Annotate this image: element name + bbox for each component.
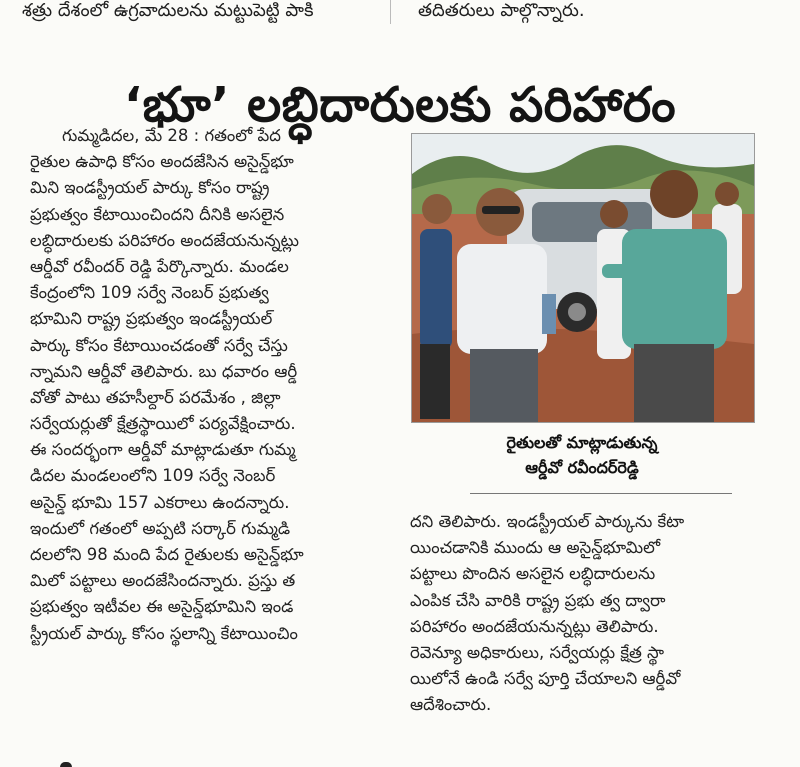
photo-caption [411, 430, 753, 480]
body-line: సర్వేయర్లుతో క్షేత్రస్థాయిలో పర్యవేక్షించారు. [30, 414, 296, 434]
article-body-right-column [410, 509, 760, 719]
body-line: మిలో పట్టాలు అందజేసిందన్నారు. ప్రస్తు త [30, 571, 296, 591]
body-line: ఈ సందర్భంగా ఆర్డీవో మాట్లాడుతూ గుమ్మ [30, 440, 296, 460]
previous-article-fragment-right: తదితరులు పాల్గొన్నారు. [418, 0, 585, 21]
body-line: ఆర్డీవో రవీందర్ రెడ్డి పేర్కొన్నారు. మండల [30, 256, 289, 276]
article-headline: ‘భూ’ లబ్ధిదారులకు పరిహారం [123, 77, 677, 134]
body-line: రెవెన్యూ అధికారులు, సర్వేయర్లు క్షేత్ర స్థా [410, 642, 665, 662]
body-line: యిలోనే ఉండి సర్వే పూర్తి చేయాలని ఆర్డీవో [410, 669, 681, 689]
body-line: పట్టాలు పొందిన అసలైన లబ్ధిదారులను [410, 564, 656, 584]
column-divider [390, 0, 391, 24]
body-line: ప్రభుత్వం కేటాయించిందని దీనికి అసలైన [30, 204, 285, 224]
body-line: ఎంపిక చేసి వారికి రాష్ట్ర ప్రభు త్వ ద్వారా [410, 590, 666, 610]
body-line: భూమిని రాష్ట్ర ప్రభుత్వం ఇండస్ట్రీయల్ [30, 309, 273, 329]
article-photo [411, 133, 755, 423]
body-line: మిని ఇండస్ట్రీయల్ పార్కు కోసం రాష్ట్ర [30, 178, 270, 198]
body-line: పరిహారం అందజేయనున్నట్లు తెలిపారు. [410, 616, 659, 636]
caption-divider [470, 493, 732, 494]
body-line: అసైన్డ్ భూమి 157 ఎకరాలు ఉందన్నారు. [30, 492, 290, 512]
previous-article-fragment-left: శత్రు దేశంలో ఉగ్రవాదులను మట్టుపెట్టి పాకి [22, 0, 314, 21]
body-line: ఆదేశించారు. [410, 695, 492, 715]
next-article-fragment [60, 762, 72, 767]
body-line: యించడానికి ముందు ఆ అసైన్డ్‌భూమిలో [410, 538, 661, 558]
body-line: స్ట్రీయల్ పార్కు కోసం స్థలాన్ని కేటాయించిం [30, 623, 298, 643]
body-line: గుమ్మడిదల, మే 28 : గతంలో పేద [62, 126, 281, 145]
body-line: దని తెలిపారు. ఇండస్ట్రీయల్ పార్కును కేటా [410, 512, 685, 531]
body-line: ఇందులో గతంలో అప్పటి సర్కార్ గుమ్మడి [30, 518, 291, 538]
body-line: పార్కు కోసం కేటాయించడంతో సర్వే చేస్తు [30, 335, 288, 355]
body-line: ప్రభుత్వం ఇటీవల ఈ అసైన్డ్‌భూమిని ఇండ [30, 597, 294, 617]
body-line: దలలోని 98 మంది పేద రైతులకు అసైన్డ్‌భూ [30, 545, 304, 564]
body-line: లబ్ధిదారులకు పరిహారం అందజేయనున్నట్లు [30, 230, 300, 250]
caption-line: రైతులతో మాట్లాడుతున్న [506, 433, 658, 452]
body-line: కేంద్రంలోని 109 సర్వే నెంబర్ ప్రభుత్వ [30, 283, 269, 303]
article-body-left-column [30, 123, 395, 647]
body-line: న్నామని ఆర్డీవో తెలిపారు. బు ధవారం ఆర్డీ [30, 361, 298, 381]
caption-line: ఆర్డీవో రవీందర్‌రెడ్డి [525, 458, 639, 477]
body-line: డిదల మండలంలోని 109 సర్వే నెంబర్ [30, 466, 276, 486]
body-line: రైతుల ఉపాధి కోసం అందజేసిన అసైన్డ్‌భూ [30, 152, 294, 172]
body-line: వోతో పాటు తహసీల్దార్ పరమేశం , జిల్లా [30, 387, 281, 407]
